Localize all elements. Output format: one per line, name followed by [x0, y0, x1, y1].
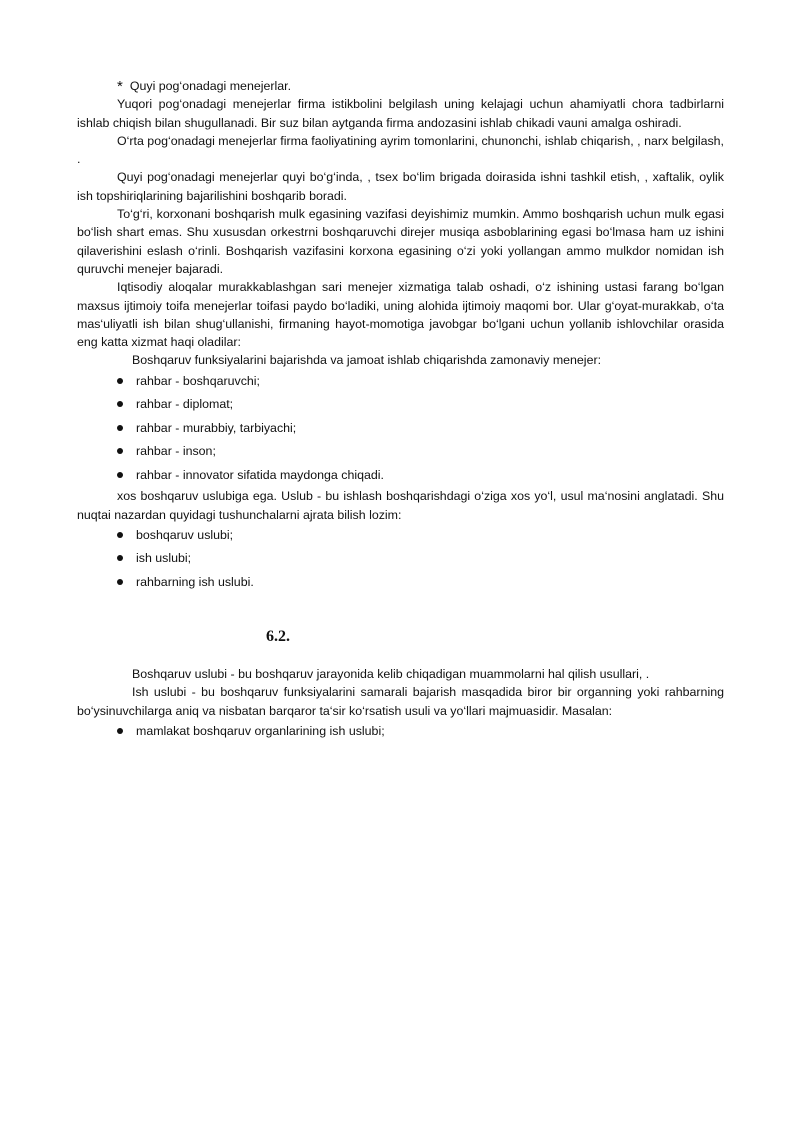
list-item: rahbar - innovator sifatida maydonga chiqadi. [77, 464, 724, 488]
section-number: 6.2. [266, 628, 290, 645]
roles-list [77, 370, 724, 488]
page-body [77, 77, 724, 594]
paragraph-work-style: Ish uslubi - bu boshqaruv funksiyalarini samarali bajarish masqadida biror bir organning yoki rahbarning bo‘ysinuvchilarga aniq va nisbatan barqaror ta‘sir ko‘rsatish usuli va yo‘llari majmuasidir. Masalan: [77, 685, 724, 718]
concepts-list [77, 524, 724, 595]
list-item: boshqaruv uslubi; [77, 524, 724, 548]
list-item: rahbar - diplomat; [77, 393, 724, 417]
list-item: rahbar - murabbiy, tarbiyachi; [77, 417, 724, 441]
list-item: rahbarning ish uslubi. [77, 571, 724, 595]
examples-list [77, 720, 724, 744]
subheading-text: Quyi pog‘onadagi menejerlar. [129, 79, 292, 93]
paragraph-style: xos boshqaruv uslubiga ega. Uslub - bu ishlash boshqarishdagi o‘ziga xos yo‘l, usul ma‘nosini anglatadi. Shu nuqtai nazardan quyidagi tushunchalarni ajrata bilish lozim: [77, 489, 724, 522]
paragraph-economic-relations: Iqtisodiy aloqalar murakkablashgan sari menejer xizmatiga talab oshadi, o‘z ishining ustasi farang bo‘lgan maxsus ijtimoiy toifa menejerlar toifasi paydo bo‘ladiki, uning alohida ijtimoiy maqomi bor. Ular g‘oyat-murakkab, o‘ta mas‘uliyatli ish bilan shug‘ullanishi, firmaning hayot-momotiga javobgar bo‘lgani uchun yollanib ishlovchilar orasida eng katta xizmat haqi oladilar: [77, 280, 724, 350]
list-item: rahbar - boshqaruvchi; [77, 370, 724, 394]
paragraph-functions-intro: Boshqaruv funksiyalarini bajarishda va jamoat ishlab chiqarishda zamonaviy menejer: [132, 353, 602, 368]
paragraph-ownership: To‘g‘ri, korxonani boshqarish mulk egasining vazifasi deyishimiz mumkin. Ammo boshqarish uchun mulk egasi bo‘lish shart emas. Shu xususdan orkestrni boshqaruvchi direjer musiqa asboblarining egasi bo‘lmasa ham uz ishini qilaverishini eslash o‘rinli. Boshqarish vazifasini korxona egasining o‘zi yoki yollangan ammo mulkdor nomidan ish quruvchi menejer bajaradi. [77, 207, 724, 276]
section-body [77, 665, 724, 743]
list-item: ish uslubi; [77, 547, 724, 571]
paragraph-middle-managers: O‘rta pog‘onadagi menejerlar firma faoliyatining ayrim tomonlarini, chunonchi, ishlab chiqarish, , narx belgilash, . [77, 133, 724, 167]
list-item: rahbar - inson; [77, 440, 724, 464]
paragraph-management-style: Boshqaruv uslubi - bu boshqaruv jarayonida kelib chiqadigan muammolarni hal qilish usullari, . [132, 667, 650, 681]
subheading [77, 77, 724, 95]
list-item: mamlakat boshqaruv organlarining ish uslubi; [77, 720, 724, 744]
paragraph-lower-managers: Quyi pog‘onadagi menejerlar quyi bo‘g‘inda, , tsex bo‘lim brigada doirasida ishni tashkil etish, , xaftalik, oylik ish topshiriqlarining bajarilishini boshqarib boradi. [77, 170, 724, 203]
paragraph-top-managers: Yuqori pog‘onadagi menejerlar firma istikbolini belgilash uning kelajagi uchun ahamiyatli chora tadbirlarni ishlab chiqish bilan shugullanadi. Bir suz bilan aytganda firma andozasini ishlab chikadi vauni amalga oshiradi. [77, 97, 724, 130]
asterisk-marker: * [117, 78, 123, 95]
